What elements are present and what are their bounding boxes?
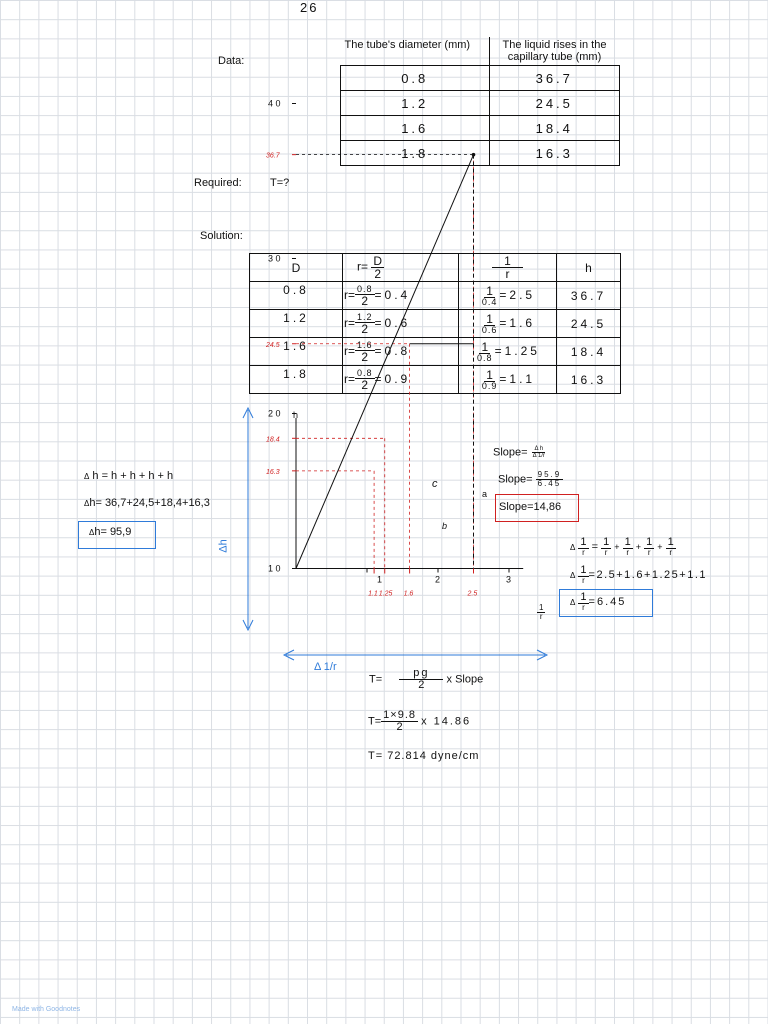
sol-header-r-prefix: r= xyxy=(357,259,369,274)
required-label: Required: xyxy=(194,177,242,189)
x-red-mark: 1.1 xyxy=(368,590,378,598)
slope-formula-label: Slope= xyxy=(493,446,528,459)
tension-line1 xyxy=(369,668,483,691)
sol-cell-d: 1.8 xyxy=(250,366,343,394)
fraction-numerator: 1 xyxy=(539,603,544,612)
sol-cell-r-value: =0.6 xyxy=(374,315,411,330)
sol-header-r xyxy=(343,254,459,282)
fraction-denominator: 2 xyxy=(361,293,369,308)
data-table-header-diameter: The tube's diameter (mm) xyxy=(341,37,490,66)
delta-r-line2-text: =2.5+1.6+1.25+1.1 xyxy=(588,568,708,581)
table-cell: 1.2 xyxy=(341,91,490,116)
solution-table xyxy=(249,253,621,394)
fraction-denominator: 0.4 xyxy=(481,296,498,307)
delta-r-axis-label: Δ 1/r xyxy=(314,661,337,673)
fraction-numerator: 1 xyxy=(486,283,493,298)
table-cell: 1.8 xyxy=(341,141,490,166)
delta-icon: Δ xyxy=(84,472,90,481)
fraction-denominator: r xyxy=(582,603,585,612)
fraction-denominator: 2 xyxy=(361,321,369,336)
data-table-header-rise: The liquid rises in the capillary tube (mm) xyxy=(489,37,620,66)
fraction-numerator: 1 xyxy=(646,536,653,548)
sol-cell-r xyxy=(343,338,459,366)
delta-h-line2-text: h= 36,7+24,5+18,4+16,3 xyxy=(89,497,210,509)
sol-cell-h: 24.5 xyxy=(557,310,621,338)
y-red-mark: 24.5 xyxy=(266,341,280,349)
sol-cell-r-prefix: r= xyxy=(344,371,356,386)
delta-h-line1-text: h = h + h + h + h xyxy=(92,470,174,482)
sol-cell-r xyxy=(343,310,459,338)
fraction-numerator: 0.8 xyxy=(357,283,373,294)
y-tick-label: 1 0 xyxy=(268,563,281,574)
delta-icon: Δ xyxy=(570,597,576,607)
side-b-label: b xyxy=(442,521,448,531)
sol-header-d: D xyxy=(250,254,343,282)
x-tick-label: 1 xyxy=(377,574,383,585)
side-a-label: a xyxy=(482,489,488,499)
table-cell: 1.6 xyxy=(341,116,490,141)
delta-icon: Δ xyxy=(570,570,576,580)
delta-icon: Δ xyxy=(570,542,576,552)
fraction-numerator: 1 xyxy=(580,536,587,548)
x-red-mark: 1.25 xyxy=(378,590,393,598)
sol-cell-h: 36.7 xyxy=(557,282,621,310)
fraction-numerator: 1×9.8 xyxy=(383,709,416,721)
data-point xyxy=(472,153,476,157)
fraction-numerator: 95.9 xyxy=(537,470,562,479)
sol-cell-r-value: =0.8 xyxy=(374,343,411,358)
sol-cell-inv-value: =2.5 xyxy=(499,287,536,302)
fraction-denominator: r xyxy=(582,548,585,557)
fraction-numerator: 1 xyxy=(580,591,587,603)
fraction-denominator: 2 xyxy=(361,349,369,364)
fraction-denominator: r xyxy=(647,548,651,557)
sol-cell-d: 1.2 xyxy=(250,310,343,338)
plus-sign: + xyxy=(657,541,663,552)
sol-cell-inv-value: =1.1 xyxy=(499,371,536,386)
tension-line3: T= 72.814 dyne/cm xyxy=(368,750,480,762)
delta-r-result-text: =6.45 xyxy=(588,595,627,608)
slope-calc-label: Slope= xyxy=(498,473,533,486)
x-tick-label: 2 xyxy=(435,574,441,585)
sol-cell-r-value: =0.9 xyxy=(374,371,411,386)
data-table-header xyxy=(341,37,620,66)
table-row xyxy=(250,338,621,366)
sol-header-inv-fraction xyxy=(492,255,523,280)
data-label: Data: xyxy=(218,55,245,67)
plus-sign: + xyxy=(635,541,642,552)
x-axis-label xyxy=(537,604,545,621)
table-row xyxy=(250,282,621,310)
y-red-mark: 36.7 xyxy=(266,152,280,160)
fraction-numerator: D xyxy=(373,254,383,268)
sol-cell-d: 1.6 xyxy=(250,338,343,366)
y-tick-label: 4 0 xyxy=(268,98,281,109)
fraction-numerator: pg xyxy=(399,668,443,680)
fraction-denominator: 6.45 xyxy=(537,479,562,488)
fraction-numerator: 1 xyxy=(624,536,631,548)
fraction-denominator: r xyxy=(626,548,629,557)
tension-line2-prefix: T= xyxy=(368,715,382,728)
fraction-denominator: 2 xyxy=(418,679,425,691)
delta-h-result-text: h= 95,9 xyxy=(94,526,132,538)
x-red-mark: 2.5 xyxy=(467,590,478,598)
table-cell: 0.8 xyxy=(341,66,490,91)
sol-header-r-fraction xyxy=(371,255,384,280)
x-red-mark: 1.6 xyxy=(403,590,414,598)
fraction-numerator: 0.8 xyxy=(357,367,373,378)
fraction-denominator: Δ 1/r xyxy=(532,453,545,459)
fraction-denominator: r xyxy=(539,612,543,621)
fraction-numerator: 1.2 xyxy=(357,311,373,322)
table-row xyxy=(341,141,620,166)
tension-line1-suffix: x Slope xyxy=(446,673,484,686)
sol-cell-h: 16.3 xyxy=(557,366,621,394)
fraction-denominator: 2 xyxy=(396,721,403,733)
fraction-numerator: 1 xyxy=(486,311,493,326)
fraction-denominator: 0.9 xyxy=(481,380,498,391)
sol-cell-d: 0.8 xyxy=(250,282,343,310)
delta-r-equals: = xyxy=(591,540,602,553)
table-cell: 18.4 xyxy=(489,116,620,141)
sol-header-h: h xyxy=(557,254,621,282)
fraction-denominator: r xyxy=(669,548,673,557)
sol-cell-inv-value: =1.25 xyxy=(494,343,540,358)
tension-line2 xyxy=(368,710,471,733)
sol-cell-r-prefix: r= xyxy=(344,315,356,330)
fraction-denominator: r xyxy=(582,576,585,585)
fraction-denominator: 0.8 xyxy=(477,352,493,363)
sol-cell-r-value: =0.4 xyxy=(374,287,411,302)
table-cell: 36.7 xyxy=(489,66,620,91)
table-row xyxy=(341,91,620,116)
y-tick-label: 2 0 xyxy=(268,408,281,419)
y-tick-label: 3 0 xyxy=(268,253,281,264)
solution-label: Solution: xyxy=(200,230,243,242)
fraction-numerator: 1 xyxy=(603,536,610,548)
fraction-numerator: 1 xyxy=(486,367,493,382)
fraction-numerator: Δ h xyxy=(534,446,544,452)
tension-line2-suffix: x 14.86 xyxy=(421,715,472,728)
plus-sign: + xyxy=(614,541,620,552)
table-cell: 16.3 xyxy=(489,141,620,166)
fraction-denominator: 2 xyxy=(361,377,369,392)
table-row xyxy=(341,116,620,141)
fraction-numerator: 1 xyxy=(580,564,587,576)
data-table xyxy=(340,37,620,166)
table-cell: 24.5 xyxy=(489,91,620,116)
table-row xyxy=(341,66,620,91)
delta-h-axis-label: Δh xyxy=(217,539,230,553)
delta-icon: Δ xyxy=(89,528,95,537)
page-number: 26 xyxy=(300,0,319,15)
y-red-mark: 16.3 xyxy=(266,468,280,476)
fraction-denominator: 2 xyxy=(374,267,382,281)
sol-cell-r xyxy=(343,282,459,310)
solution-table-header xyxy=(250,254,621,282)
y-axis-label: h xyxy=(293,410,299,420)
fraction-numerator: 1 xyxy=(667,536,674,548)
fraction-numerator: 1 xyxy=(492,255,523,268)
fraction-numerator: 1.6 xyxy=(357,339,373,350)
slope-result-text: Slope=14,86 xyxy=(499,501,562,513)
fraction-denominator: r xyxy=(604,548,608,557)
y-red-mark: 18.4 xyxy=(266,436,280,444)
fraction-denominator: r xyxy=(505,267,510,281)
sol-cell-inv-value: =1.6 xyxy=(499,315,536,330)
hypotenuse-label: c xyxy=(432,478,438,490)
sol-cell-h: 18.4 xyxy=(557,338,621,366)
table-row xyxy=(250,310,621,338)
delta-icon: Δ xyxy=(84,499,90,508)
tension-line1-prefix: T= xyxy=(369,673,383,686)
fraction-numerator: 1 xyxy=(481,339,489,354)
sol-cell-r-prefix: r= xyxy=(344,287,356,302)
sol-cell-r-prefix: r= xyxy=(344,343,356,358)
goodnotes-watermark: Made with Goodnotes xyxy=(12,1006,81,1013)
table-row xyxy=(250,366,621,394)
required-value: T=? xyxy=(270,177,290,189)
x-tick-label: 3 xyxy=(506,574,512,585)
fraction-denominator: 0.6 xyxy=(481,324,498,335)
sol-cell-r xyxy=(343,366,459,394)
